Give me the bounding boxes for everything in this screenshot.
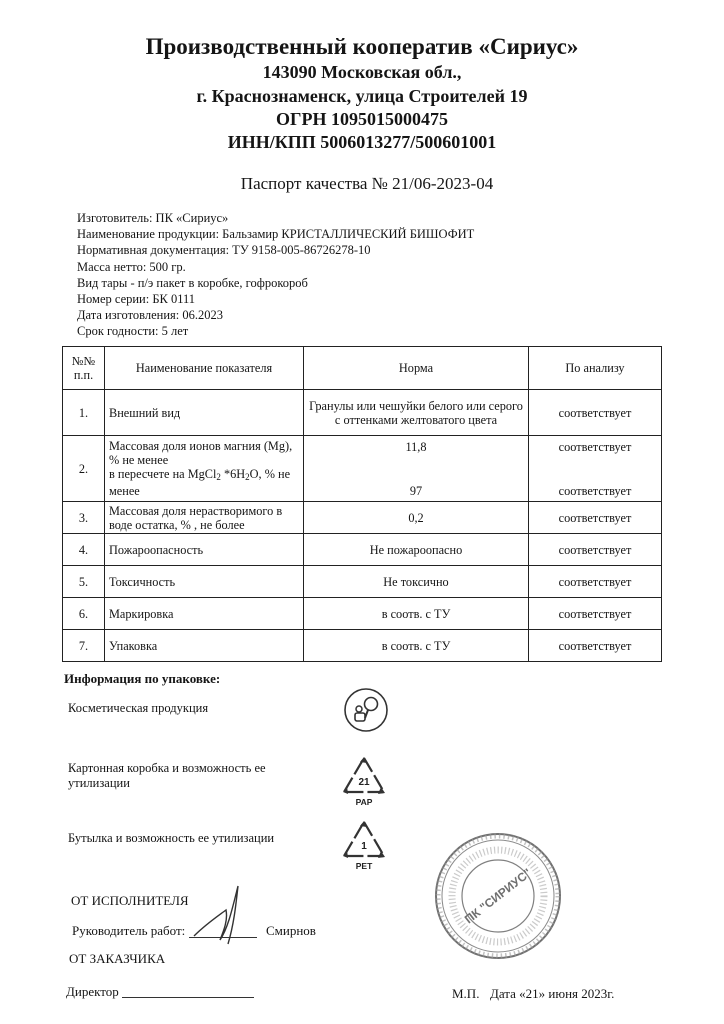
packaging-item-cosmetic: Косметическая продукция <box>68 701 209 715</box>
table-row <box>63 598 662 630</box>
row-num: 7. <box>63 630 105 662</box>
row-result: соответствует <box>529 534 662 566</box>
seal-place-label: М.П. <box>452 986 480 1001</box>
org-inn-kpp: ИНН/КПП 5006013277/500601001 <box>227 132 497 152</box>
director-signature-line <box>122 997 254 998</box>
row-result: соответствует <box>529 598 662 630</box>
table-row <box>63 566 662 598</box>
pet-label: PET <box>355 861 373 871</box>
row-norm-part-a: 11,8 <box>405 439 427 454</box>
row-result: соответствует <box>529 502 662 534</box>
table-row <box>63 436 662 502</box>
row-name: Массовая доля нерастворимого в воде остатка, % , не более <box>105 502 304 534</box>
product-meta <box>77 210 474 340</box>
org-address-line-2: г. Краснознаменск, улица Строителей 19 <box>196 86 528 106</box>
row-name: Упаковка <box>105 630 304 662</box>
org-address-line-1: 143090 Московская обл., <box>262 62 462 82</box>
recycling-pap-icon <box>340 754 388 810</box>
row-result: соответствует <box>529 566 662 598</box>
cosmetic-product-icon <box>342 686 390 734</box>
row-norm: 0,2 <box>304 502 529 534</box>
recycling-pet-icon <box>340 818 388 874</box>
table-row <box>63 534 662 566</box>
customer-label: ОТ ЗАКАЗЧИКА <box>69 951 166 966</box>
row-norm: Не пожароопасно <box>304 534 529 566</box>
meta-net-mass: Масса нетто: 500 гр. <box>77 259 186 274</box>
packaging-item-bottle: Бутылка и возможность ее утилизации <box>68 831 275 845</box>
stamp-center-text: ПК "СИРИУС" <box>461 865 535 927</box>
table-row <box>63 502 662 534</box>
table-row <box>63 630 662 662</box>
packaging-info-title: Информация по упаковке: <box>64 671 221 686</box>
row-num: 5. <box>63 566 105 598</box>
handwritten-signature <box>188 880 258 950</box>
col-header-name: Наименование показателя <box>105 347 304 390</box>
table-row <box>63 390 662 436</box>
meta-series: Номер серии: БК 0111 <box>77 292 196 307</box>
col-header-norm: Норма <box>304 347 529 390</box>
pap-number: 21 <box>358 777 370 788</box>
pap-label: PAP <box>355 797 373 807</box>
row-name-part-b: в пересчете на MgCl$_2$ $*6H_2O$, % не менее <box>109 467 291 498</box>
row-result <box>529 436 662 502</box>
row-result-part-a: соответствует <box>558 439 632 454</box>
row-norm: в соотв. с ТУ <box>304 598 529 630</box>
row-norm: Не токсично <box>304 566 529 598</box>
meta-container: Вид тары - п/э пакет в коробке, гофрокороб <box>77 275 308 290</box>
meta-normative-doc: Нормативная документация: ТУ 9158-005-86726278-10 <box>77 243 371 258</box>
meta-product-name: Наименование продукции: Бальзамир КРИСТАЛЛИЧЕСКИЙ БИШОФИТ <box>77 227 475 242</box>
document-date: Дата «21» июня 2023г. <box>490 986 615 1001</box>
row-num: 3. <box>63 502 105 534</box>
row-name: Пожароопасность <box>105 534 304 566</box>
row-name: Токсичность <box>105 566 304 598</box>
row-norm <box>304 436 529 502</box>
org-ogrn: ОГРН 1095015000475 <box>276 109 448 129</box>
parameters-table <box>62 346 662 662</box>
document-title: Паспорт качества № 21/06-2023-04 <box>240 174 494 193</box>
row-result: соответствует <box>529 630 662 662</box>
row-result-part-b: соответствует <box>558 483 632 498</box>
pet-number: 1 <box>361 841 367 852</box>
company-seal-stamp <box>432 830 564 962</box>
head-signature-line <box>189 937 257 938</box>
row-name-part-a: Массовая доля ионов магния (Mg), % не менее <box>109 439 293 467</box>
meta-manufacturer: Изготовитель: ПК «Сириус» <box>77 211 229 225</box>
executor-label: ОТ ИСПОЛНИТЕЛЯ <box>71 893 189 908</box>
row-num: 1. <box>63 390 105 436</box>
row-num: 4. <box>63 534 105 566</box>
row-name <box>105 436 304 502</box>
org-name: Производственный кооператив «Сириус» <box>145 34 579 59</box>
row-num: 6. <box>63 598 105 630</box>
row-name: Внешний вид <box>105 390 304 436</box>
row-name: Маркировка <box>105 598 304 630</box>
packaging-item-cardboard: Картонная коробка и возможность ее утилизации <box>68 761 266 790</box>
head-of-works-name: Смирнов <box>266 923 316 938</box>
row-norm: в соотв. с ТУ <box>304 630 529 662</box>
meta-shelf-life: Срок годности: 5 лет <box>77 324 189 339</box>
meta-manufacture-date: Дата изготовления: 06.2023 <box>77 308 223 323</box>
col-header-num: №№ п.п. <box>63 347 105 390</box>
director-label: Директор <box>66 984 119 999</box>
col-header-result: По анализу <box>529 347 662 390</box>
head-of-works-label: Руководитель работ: <box>72 923 186 938</box>
row-num: 2. <box>63 436 105 502</box>
row-norm-part-b: 97 <box>409 483 423 498</box>
table-header-row <box>63 347 662 390</box>
row-norm: Гранулы или чешуйки белого или серого с оттенками желтоватого цвета <box>304 390 529 436</box>
row-result: соответствует <box>529 390 662 436</box>
